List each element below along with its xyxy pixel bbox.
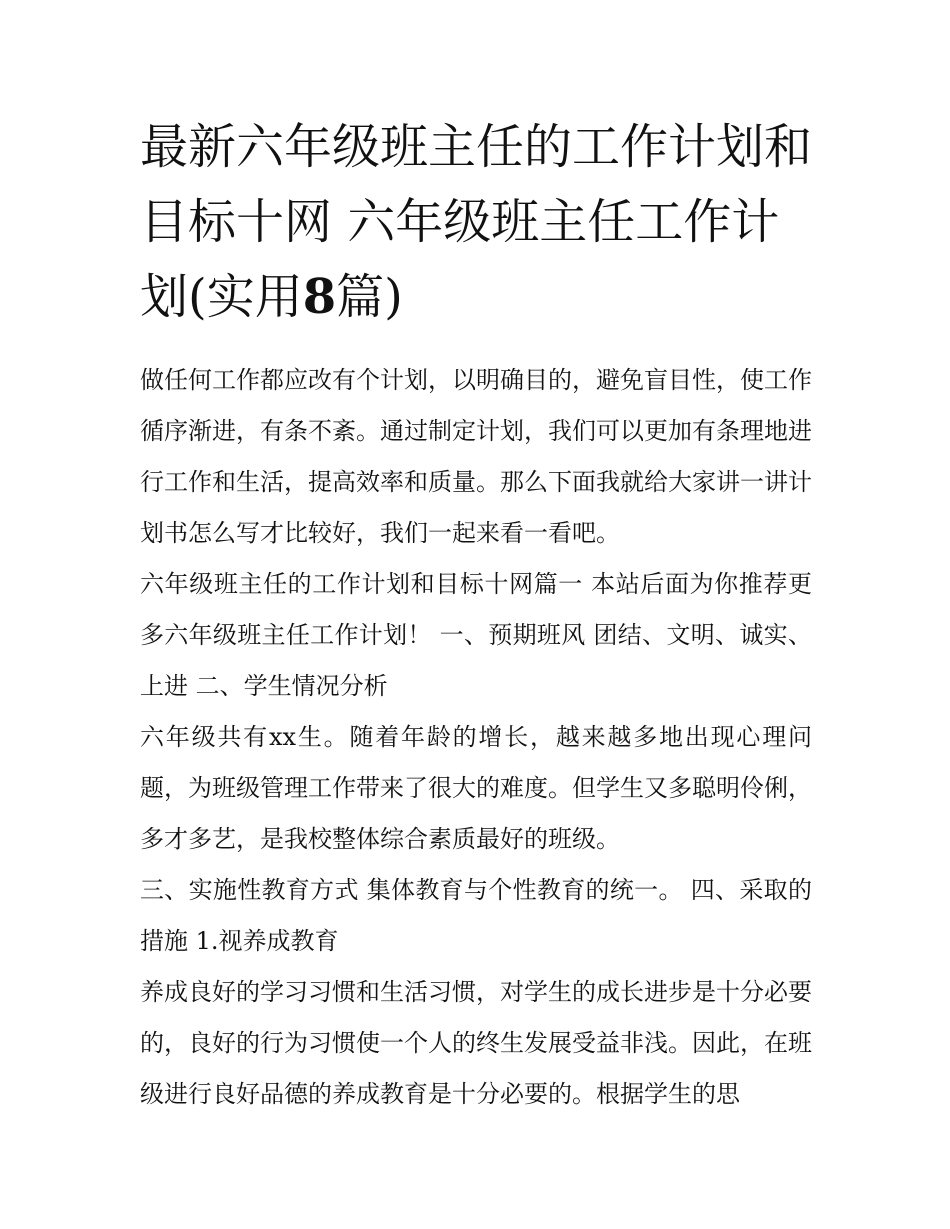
paragraph-habit-education: 养成良好的学习习惯和生活习惯，对学生的成长进步是十分必要的，良好的行为习惯使一个人的终生发展受益非浅。因此，在班级进行良好品德的养成教育是十分必要的。根据学生的思 xyxy=(140,978,812,1108)
title-number: 8 xyxy=(302,269,337,325)
document-page xyxy=(140,110,812,1120)
paragraph-student-analysis: 六年级共有xx生。随着年龄的增长，越来越多地出现心理问题，为班级管理工作带来了很大的难度。但学生又多聪明伶俐，多才多艺，是我校整体综合素质最好的班级。 xyxy=(140,723,812,853)
title-spacer xyxy=(140,335,812,355)
document-title xyxy=(140,110,812,335)
title-text-main: 最新六年级班主任的工作计划和目标十网 六年级班主任工作计划(实用 xyxy=(140,119,813,325)
paragraph-intro: 做任何工作都应改有个计划，以明确目的，避免盲目性，使工作循序渐进，有条不紊。通过制定计划，我们可以更加有条理地进行工作和生活，提高效率和质量。那么下面我就给大家讲一讲计划书怎么写才比较好，我们一起来看一看吧。 xyxy=(140,366,812,547)
title-text-end: 篇) xyxy=(336,269,403,325)
paragraph-section-one: 六年级班主任的工作计划和目标十网篇一 本站后面为你推荐更多六年级班主任工作计划！ 一、预期班风 团结、文明、诚实、上进 二、学生情况分析 xyxy=(140,570,812,700)
paragraph-education-method: 三、实施性教育方式 集体教育与个性教育的统一。 四、采取的措施 1.视养成教育 xyxy=(140,876,812,955)
